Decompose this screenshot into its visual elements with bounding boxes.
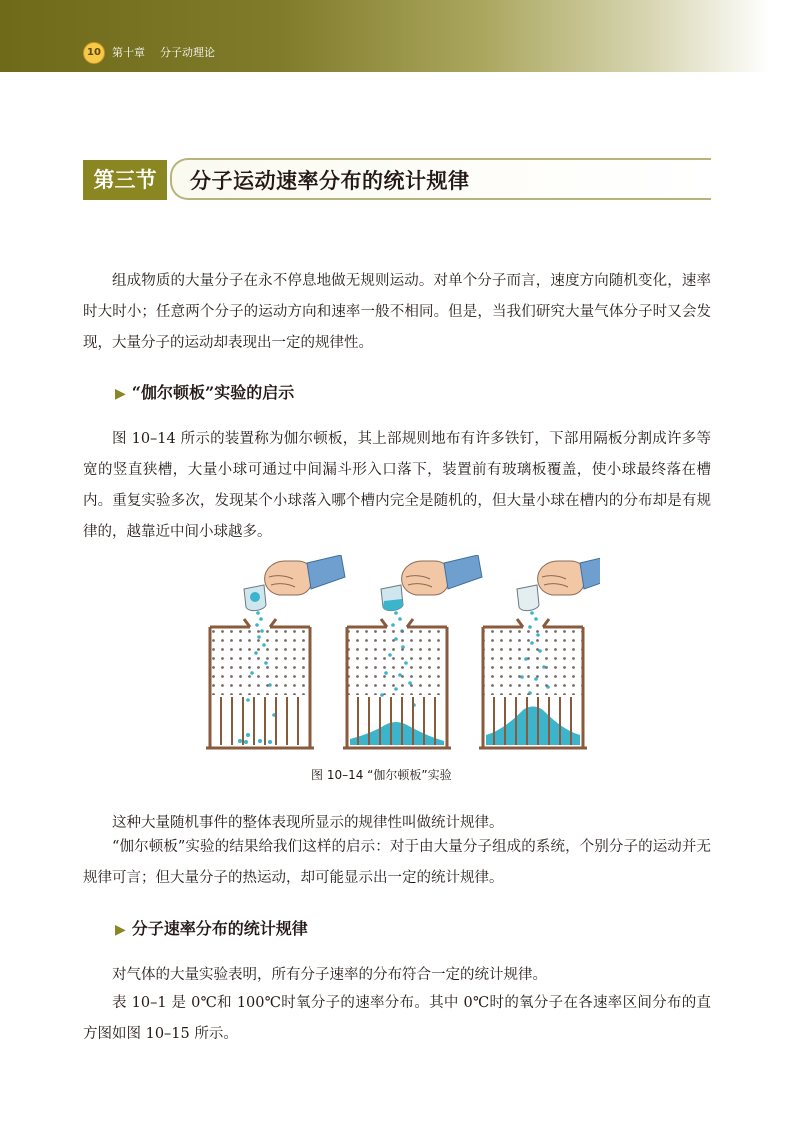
galton-board-1 bbox=[206, 555, 345, 748]
triangle-bullet-icon: ▶ bbox=[115, 922, 126, 938]
chapter-number: 第十章 bbox=[112, 46, 145, 59]
galton-board-3 bbox=[479, 555, 600, 748]
subhead-speed-distribution-label: 分子速率分布的统计规律 bbox=[131, 919, 308, 938]
section-title: 分子运动速率分布的统计规律 bbox=[190, 169, 470, 193]
table-reference-paragraph: 表 10–1 是 0℃和 100℃时氧分子的速率分布。其中 0℃时的氧分子在各速率区间分布的直方图如图 10–15 所示。 bbox=[83, 995, 711, 1042]
subhead-galton bbox=[115, 380, 294, 403]
triangle-bullet-icon: ▶ bbox=[115, 386, 126, 402]
figure-caption: 图 10–14 “伽尔顿板”实验 bbox=[311, 768, 452, 782]
section-number-tab: 第三节 bbox=[83, 160, 167, 200]
galton-board-figure bbox=[200, 555, 600, 760]
chapter-title: 分子动理论 bbox=[160, 46, 215, 59]
galton-description-paragraph: 图 10–14 所示的装置称为伽尔顿板，其上部规则地布有许多铁钉，下部用隔板分割成许多等宽的竖直狭槽，大量小球可通过中间漏斗形入口落下，装置前有玻璃板覆盖，使小球最终落在槽内。重复实验多次，发现某个小球落入哪个槽内完全是随机的，但大量小球在槽内的分布却是有规律的，越靠近中间小球越多。 bbox=[83, 431, 711, 540]
experiment-paragraph: 对气体的大量实验表明，所有分子速率的分布符合一定的统计规律。 bbox=[112, 967, 547, 983]
galton-board-2 bbox=[343, 555, 482, 748]
subhead-speed-distribution bbox=[115, 916, 308, 939]
page-number-badge: 10 bbox=[83, 42, 105, 64]
inspiration-paragraph: “伽尔顿板”实验的结果给我们这样的启示：对于由大量分子组成的系统，个别分子的运动并无规律可言；但大量分子的热运动，却可能显示出一定的统计规律。 bbox=[83, 839, 711, 886]
statistical-rule-paragraph: 这种大量随机事件的整体表现所显示的规律性叫做统计规律。 bbox=[112, 815, 504, 831]
subhead-galton-label: “伽尔顿板”实验的启示 bbox=[131, 383, 295, 402]
header-band bbox=[0, 0, 794, 72]
intro-paragraph: 组成物质的大量分子在永不停息地做无规则运动。对单个分子而言，速度方向随机变化，速率时大时小；任意两个分子的运动方向和速率一般不相同。但是，当我们研究大量气体分子时又会发现，大量分子的运动却表现出一定的规律性。 bbox=[83, 273, 711, 351]
